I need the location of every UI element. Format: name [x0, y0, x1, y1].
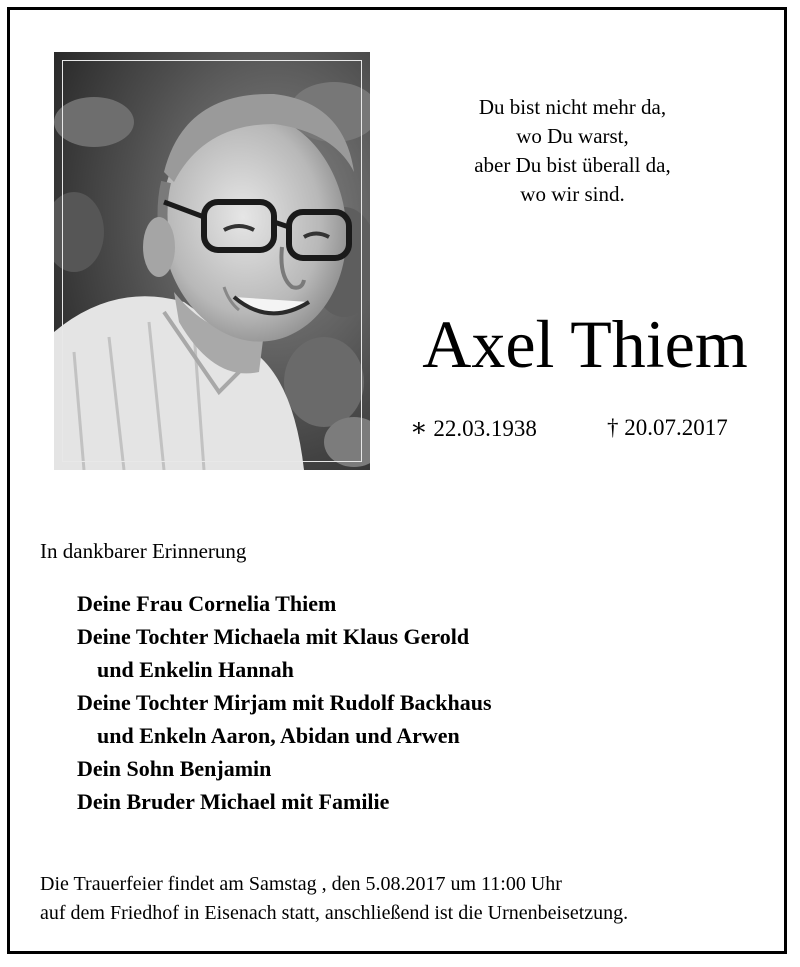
- service-line: Die Trauerfeier findet am Samstag , den 5.08.2017 um 11:00 Uhr: [40, 873, 562, 895]
- mourner-line: Deine Tochter Mirjam mit Rudolf Backhaus: [77, 690, 492, 715]
- verse: [410, 93, 735, 209]
- birth-star-icon: ∗: [410, 413, 428, 442]
- mourner-line: Dein Bruder Michael mit Familie: [77, 789, 390, 814]
- death-cross-icon: †: [607, 415, 619, 440]
- birth-date-group: [410, 412, 537, 445]
- mourners-list: [77, 587, 492, 818]
- mourner-line: und Enkelin Hannah: [97, 657, 294, 682]
- verse-line: aber Du bist überall da,: [474, 153, 671, 177]
- birth-date: 22.03.1938: [433, 416, 537, 441]
- service-line: auf dem Friedhof in Eisenach statt, anschließend ist die Urnenbeisetzung.: [40, 902, 629, 924]
- verse-line: wo wir sind.: [520, 182, 625, 206]
- verse-line: Du bist nicht mehr da,: [478, 95, 667, 119]
- verse-line: wo Du warst,: [516, 124, 629, 148]
- portrait-illustration: [54, 52, 370, 470]
- service-info: [40, 870, 628, 928]
- portrait-photo: [54, 52, 370, 470]
- death-date: 20.07.2017: [624, 415, 728, 440]
- mourner-line: Dein Sohn Benjamin: [77, 756, 272, 781]
- mourner-line: und Enkeln Aaron, Abidan und Arwen: [97, 723, 460, 748]
- gratitude-text: In dankbarer Erinnerung: [40, 539, 247, 563]
- deceased-name: Axel Thiem: [422, 306, 748, 382]
- mourner-line: Deine Frau Cornelia Thiem: [77, 591, 337, 616]
- mourner-line: Deine Tochter Michaela mit Klaus Gerold: [77, 624, 470, 649]
- death-date-group: [607, 412, 728, 444]
